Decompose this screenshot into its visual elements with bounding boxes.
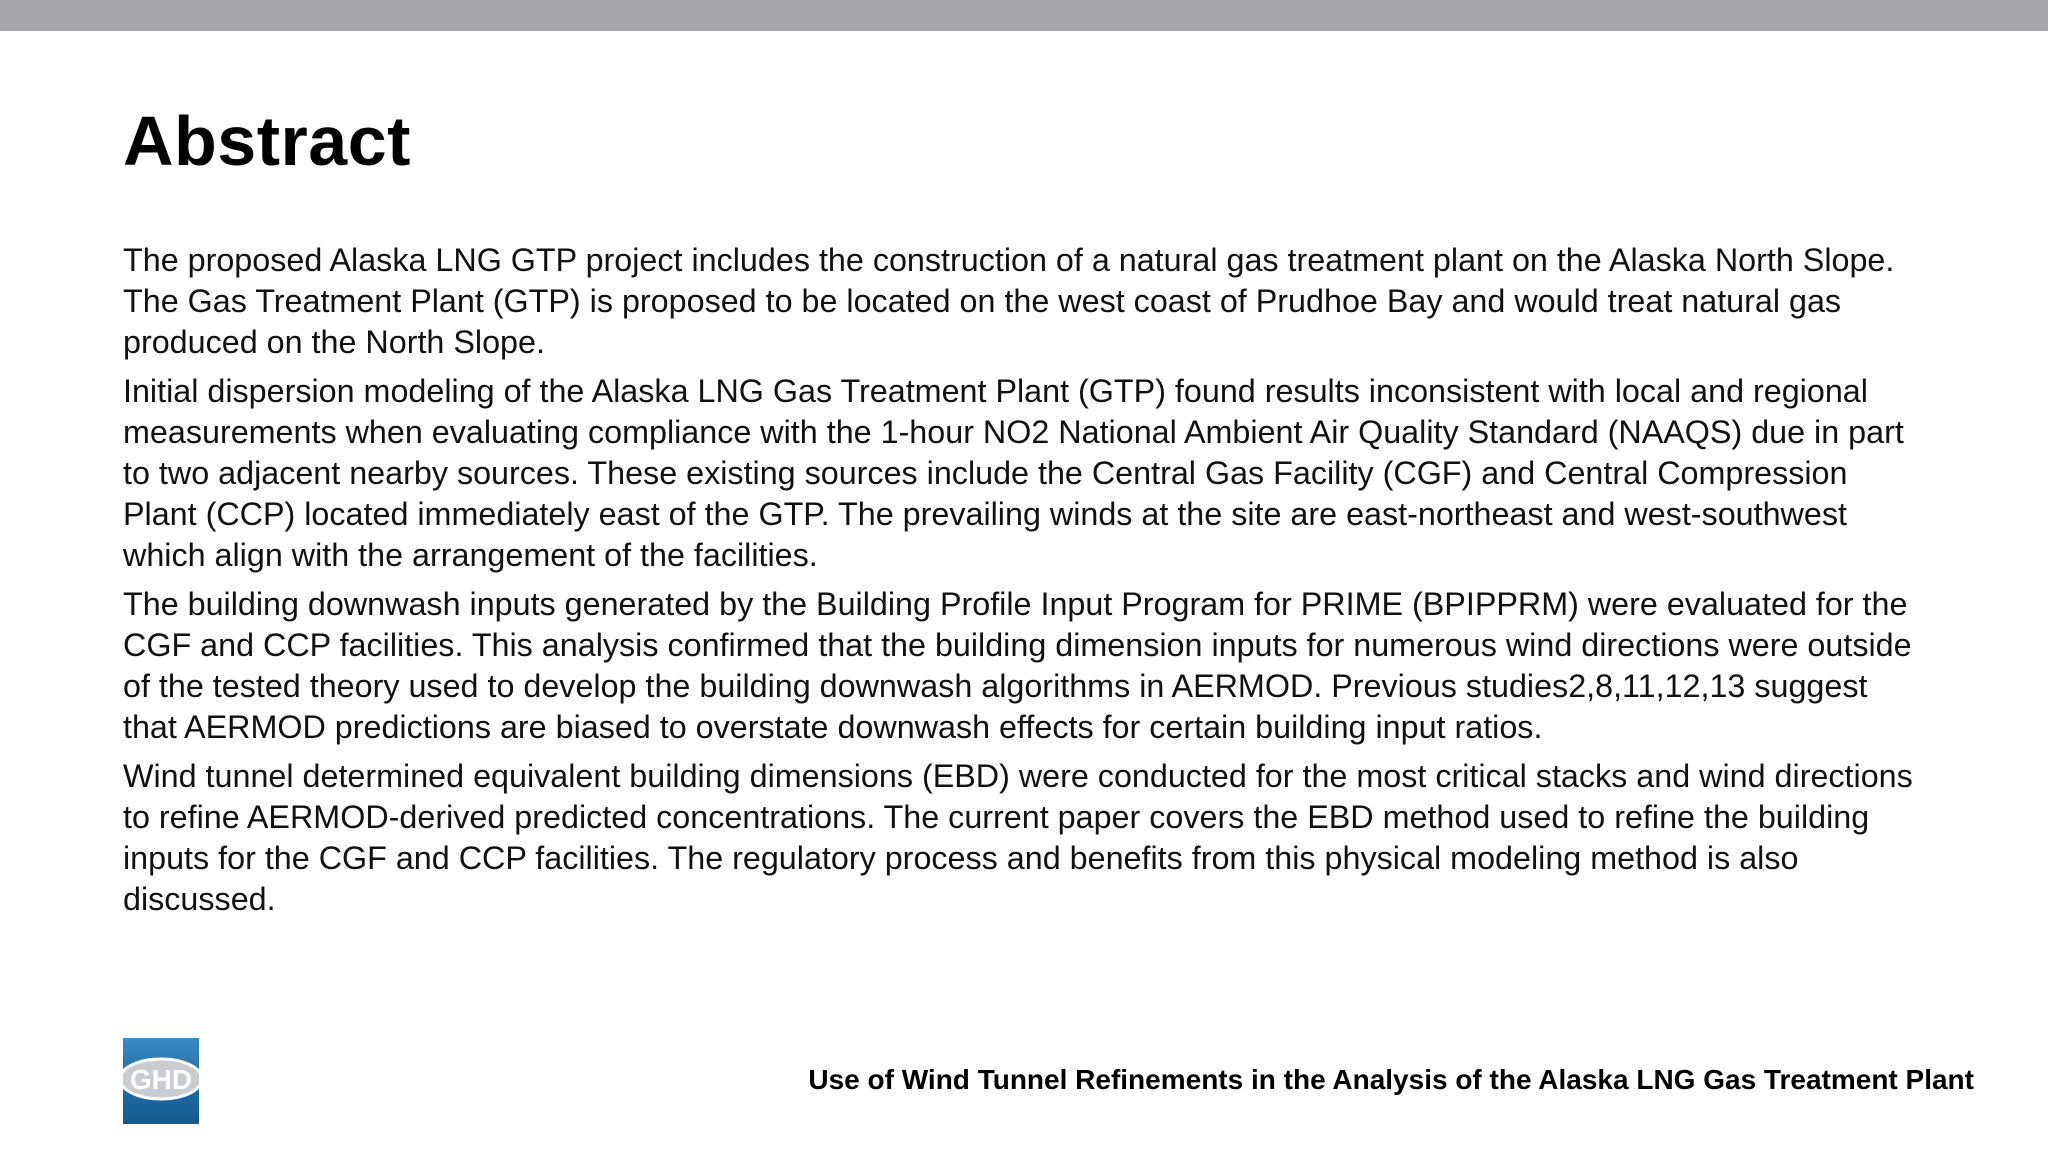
ghd-logo — [123, 1038, 199, 1124]
abstract-paragraph-1: The proposed Alaska LNG GTP project includes the construction of a natural gas treatment plant on the Alaska North Slope. The Gas Treatment Plant (GTP) is proposed to be located on the west coast of Prudhoe Bay and would treat natural gas produced on the North Slope. — [123, 242, 1895, 360]
abstract-paragraph-4: Wind tunnel determined equivalent building dimensions (EBD) were conducted for the most critical stacks and wind directions to refine AERMOD-derived predicted concentrations. The current paper covers the EBD method used to refine the building inputs for the CGF and CCP facilities. The regulatory process and benefits from this physical modeling method is also discussed. — [123, 758, 1913, 917]
presentation-title: Use of Wind Tunnel Refinements in the Analysis of the Alaska LNG Gas Treatment Plant — [808, 1064, 1974, 1095]
abstract-body — [123, 240, 1923, 928]
slide-title: Abstract — [123, 102, 411, 180]
abstract-paragraph-3: The building downwash inputs generated by the Building Profile Input Program for PRIME (BPIPPRM) were evaluated for the CGF and CCP facilities. This analysis confirmed that the building dimension inputs for numerous wind directions were outside of the tested theory used to develop the building downwash algorithms in AERMOD. Previous studies2,8,11,12,13 suggest that AERMOD predictions are biased to overstate downwash effects for certain building input ratios. — [123, 586, 1912, 745]
abstract-paragraph-2: Initial dispersion modeling of the Alaska LNG Gas Treatment Plant (GTP) found results inconsistent with local and regional measurements when evaluating compliance with the 1-hour NO2 National Ambient Air Quality Standard (NAAQS) due in part to two adjacent nearby sources. These existing sources include the Central Gas Facility (CGF) and Central Compression Plant (CCP) located immediately east of the GTP. The prevailing winds at the site are east-northeast and west-southwest which align with the arrangement of the facilities. — [123, 373, 1904, 573]
logo-text: GHD — [129, 1064, 193, 1095]
top-bar — [0, 0, 2048, 31]
